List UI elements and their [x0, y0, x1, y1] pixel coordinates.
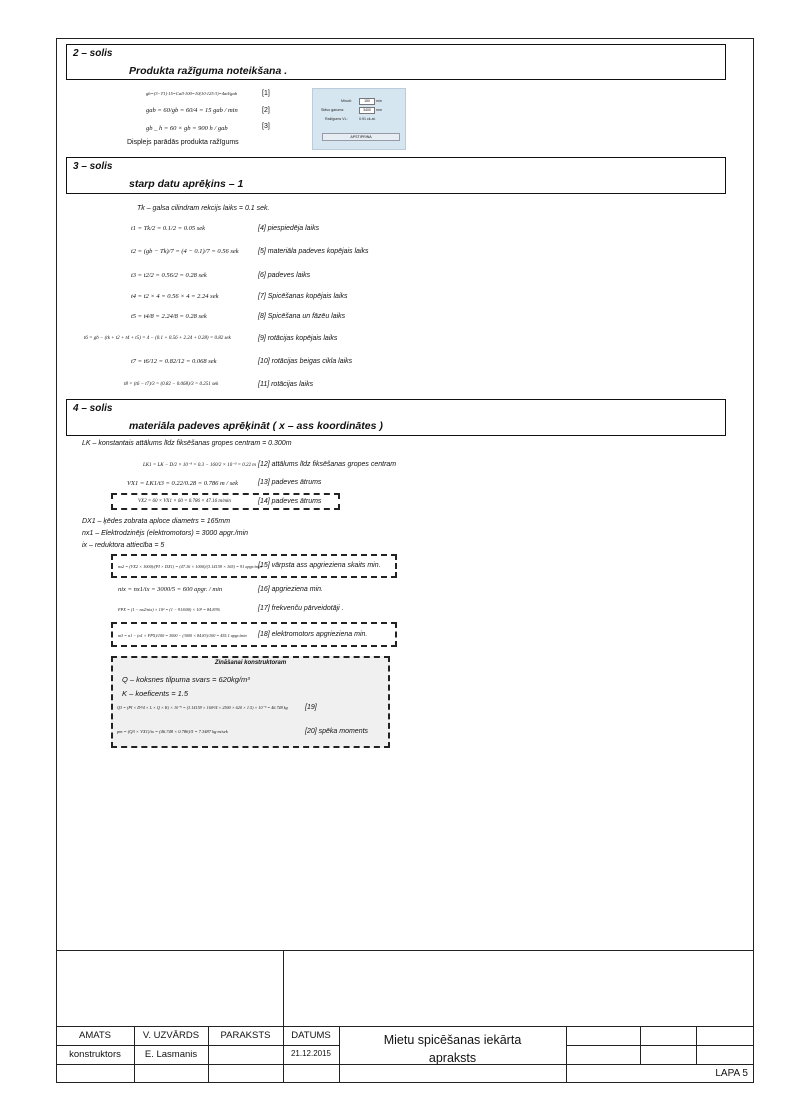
param-ix: ix – reduktora attiecība = 5: [82, 542, 165, 549]
desc-7: [7] Spicēšanas kopējais laiks: [258, 293, 348, 300]
tb-header-date: DATUMS: [291, 1030, 331, 1041]
desc-17: [17] frekvenču pārveidotāji .: [258, 605, 344, 612]
section-4-step: 4 – solis: [73, 403, 113, 414]
section-3-title: starp datu aprēķins – 1: [129, 178, 244, 190]
section-4-header: [66, 399, 726, 436]
desc-4: [4] piespiedēja laiks: [258, 225, 320, 232]
desc-16: [16] apgrieziena min.: [258, 586, 323, 593]
doc-title-line-1: Mietu spicēšanas iekārta: [383, 1033, 522, 1047]
ref-20: [20] spēka moments: [305, 728, 369, 735]
display-screenshot: [312, 88, 406, 150]
ref-19: [19]: [305, 704, 317, 711]
formula-11: t8 = (t6 − t7)/3 = (0.82 − 0.068)/3 = 0.251 sek: [124, 382, 219, 387]
section-3-header: [66, 157, 726, 194]
tb-right-vline-1: [566, 1026, 567, 1083]
display-unit-1: min: [376, 99, 382, 103]
formula-8: t5 = t4/8 = 2.24/8 = 0.28 sek: [131, 313, 207, 320]
info-q: Q – koksnes tilpuma svars = 620kg/m³: [122, 675, 250, 684]
tb-header-name: V. UZVĀRDS: [142, 1030, 200, 1041]
formula-10: t7 = t6/12 = 0.82/12 = 0.068 sek: [131, 358, 217, 365]
desc-11: [11] rotācijas laiks: [258, 381, 314, 388]
desc-15: [15] vārpsta ass apgrieziena skaits min.: [258, 562, 381, 569]
section-2-header: [66, 44, 726, 80]
tb-hline-2: [56, 1045, 339, 1046]
formula-1: gb=(3−T1)·15=Call·100=10(10·125·3)=4atl/gab: [146, 91, 238, 96]
display-caption: Displejs parādās produkta ražīgums: [127, 139, 239, 146]
section-2-title: Produkta ražīguma noteikšana .: [129, 65, 288, 77]
desc-12: [12] attālums līdz fiksēšanas gropes centram: [258, 461, 397, 468]
display-value-2: 3400: [359, 107, 375, 114]
display-label-2: Stāvo garums:: [321, 108, 345, 112]
tb-header-amats: AMATS: [78, 1030, 112, 1041]
param-dx1: DX1 – ķēdes zobrata aploce diametrs = 165mm: [82, 518, 231, 525]
display-value-1: 150: [359, 98, 375, 105]
formula-16: nix = nx1/ix = 3000/5 = 600 apgr. / min: [118, 586, 223, 593]
formula-3: gb _ h = 60 × gb = 900 h / gab: [146, 125, 228, 132]
desc-5: [5] materiāla padeves kopējais laiks: [258, 248, 369, 255]
formula-6: t3 = t2/2 = 0.56/2 = 0.28 sek: [131, 272, 207, 279]
confirm-button[interactable]: APSTIPRINA: [322, 133, 400, 141]
formula-20: pm = (Q3 × VX1)/ix = (46.748 × 0.786)/5 = 7.3487 kg·m/sek: [117, 729, 228, 734]
formula-18: m3 = n1 − (n1 × FPX)/100 = 3000 − (3000 × 84.83)/100 = 455.1 apgr./min: [118, 633, 247, 638]
tb-date: 21.12.2015: [290, 1049, 332, 1058]
formula-5: t2 = (gb − Tk)/7 = (4 − 0.1)/7 = 0.56 sek: [131, 248, 239, 255]
tb-hline-1: [56, 1026, 339, 1027]
tb-header-signature: PARAKSTS: [220, 1030, 271, 1041]
formula-7: t4 = t2 × 4 = 0.56 × 4 = 2.24 sek: [131, 293, 219, 300]
display-label-3: Ražīgums VL:: [325, 117, 348, 121]
param-nx1: nx1 – Elektrodzinējs (elektromotors) = 3000 apgr./min: [82, 530, 249, 537]
desc-13: [13] padeves ātrums: [258, 479, 322, 486]
display-value-3: 0.91 ck.at.: [359, 117, 376, 121]
ref-1: [1]: [262, 90, 270, 97]
desc-10: [10] rotācijas beigas cikla laiks: [258, 358, 353, 365]
section-4-title: materiāla padeves aprēķināt ( x – ass koordinātes ): [129, 420, 383, 432]
tb-top-hline: [339, 1026, 754, 1027]
info-k: K – koeficents = 1.5: [122, 689, 189, 698]
desc-9: [9] rotācijas kopējais laiks: [258, 335, 338, 342]
desc-6: [6] padeves laiks: [258, 272, 311, 279]
tb-right-hline-1: [566, 1045, 754, 1046]
ref-3: [3]: [262, 123, 270, 130]
formula-13: VX1 = LK1/t3 = 0.22/0.28 = 0.786 m / sek: [127, 480, 239, 487]
ref-2: [2]: [262, 107, 270, 114]
display-label-1: Minuti:: [341, 99, 352, 103]
tb-role: konstruktors: [69, 1049, 121, 1060]
desc-14: [14] padeves ātrums: [258, 498, 322, 505]
tb-author: E. Lasmanis: [144, 1049, 198, 1060]
formula-17: FPX = (1 − nx2/nix) × 10² = (1 − 91/600) × 10² = 84.83%: [118, 607, 221, 612]
desc-8: [8] Spicēšana un fāzēu laiks: [258, 313, 346, 320]
formula-12: LK1 = LK − D/2 × 10⁻³ = 0.3 − 160/2 × 10⁻³ = 0.22 m: [143, 463, 256, 468]
section-2-step: 2 – solis: [73, 48, 113, 59]
formula-2: gab = 60/gb = 60/4 = 15 gab / min: [146, 107, 238, 114]
section-3-step: 3 – solis: [73, 161, 113, 172]
tk-definition: Tk – galsa cilindram rekcijs laiks = 0.1 sek.: [137, 205, 270, 212]
page-number: LAPA 5: [715, 1068, 748, 1079]
tb-right-vline-2: [640, 1026, 641, 1064]
formula-4: t1 = Tk/2 = 0.1/2 = 0.05 sek: [131, 225, 206, 232]
formula-9: t6 = gb − (tk + t2 + t4 + t5) = 4 − (0.1 + 0.56 + 2.24 + 0.28) = 0.82 sek: [84, 336, 231, 341]
tb-top-line: [56, 950, 754, 951]
formula-19: Q3 = (PI × D²/4 × L × Q × K) × 10⁻⁹ = (3.14159 × 160²/4 × 2500 × 620 × 1.5) × 10⁻⁹ = 46.748 kg: [117, 705, 288, 710]
lk-definition: LK – konstantais attālums līdz fiksēšanas gropes centram = 0.300m: [82, 440, 292, 447]
formula-14: VX2 = 60 × VX1 × 60 = 0.786 × 47.16 m/min: [138, 499, 231, 504]
desc-18: [18] elektromotors apgrieziena min.: [258, 631, 368, 638]
formula-15: nx2 = (VX2 × 1000)/(PI × DX1) = (47.16 × 1000)/(3.14159 × 165) = 91 apgr./min: [118, 564, 262, 569]
info-box-title: Zināšanai konstruktoram: [214, 660, 287, 666]
tb-right-vline-3: [696, 1026, 697, 1064]
doc-title-line-2: apraksts: [428, 1051, 477, 1065]
display-unit-2: mm: [376, 108, 382, 112]
